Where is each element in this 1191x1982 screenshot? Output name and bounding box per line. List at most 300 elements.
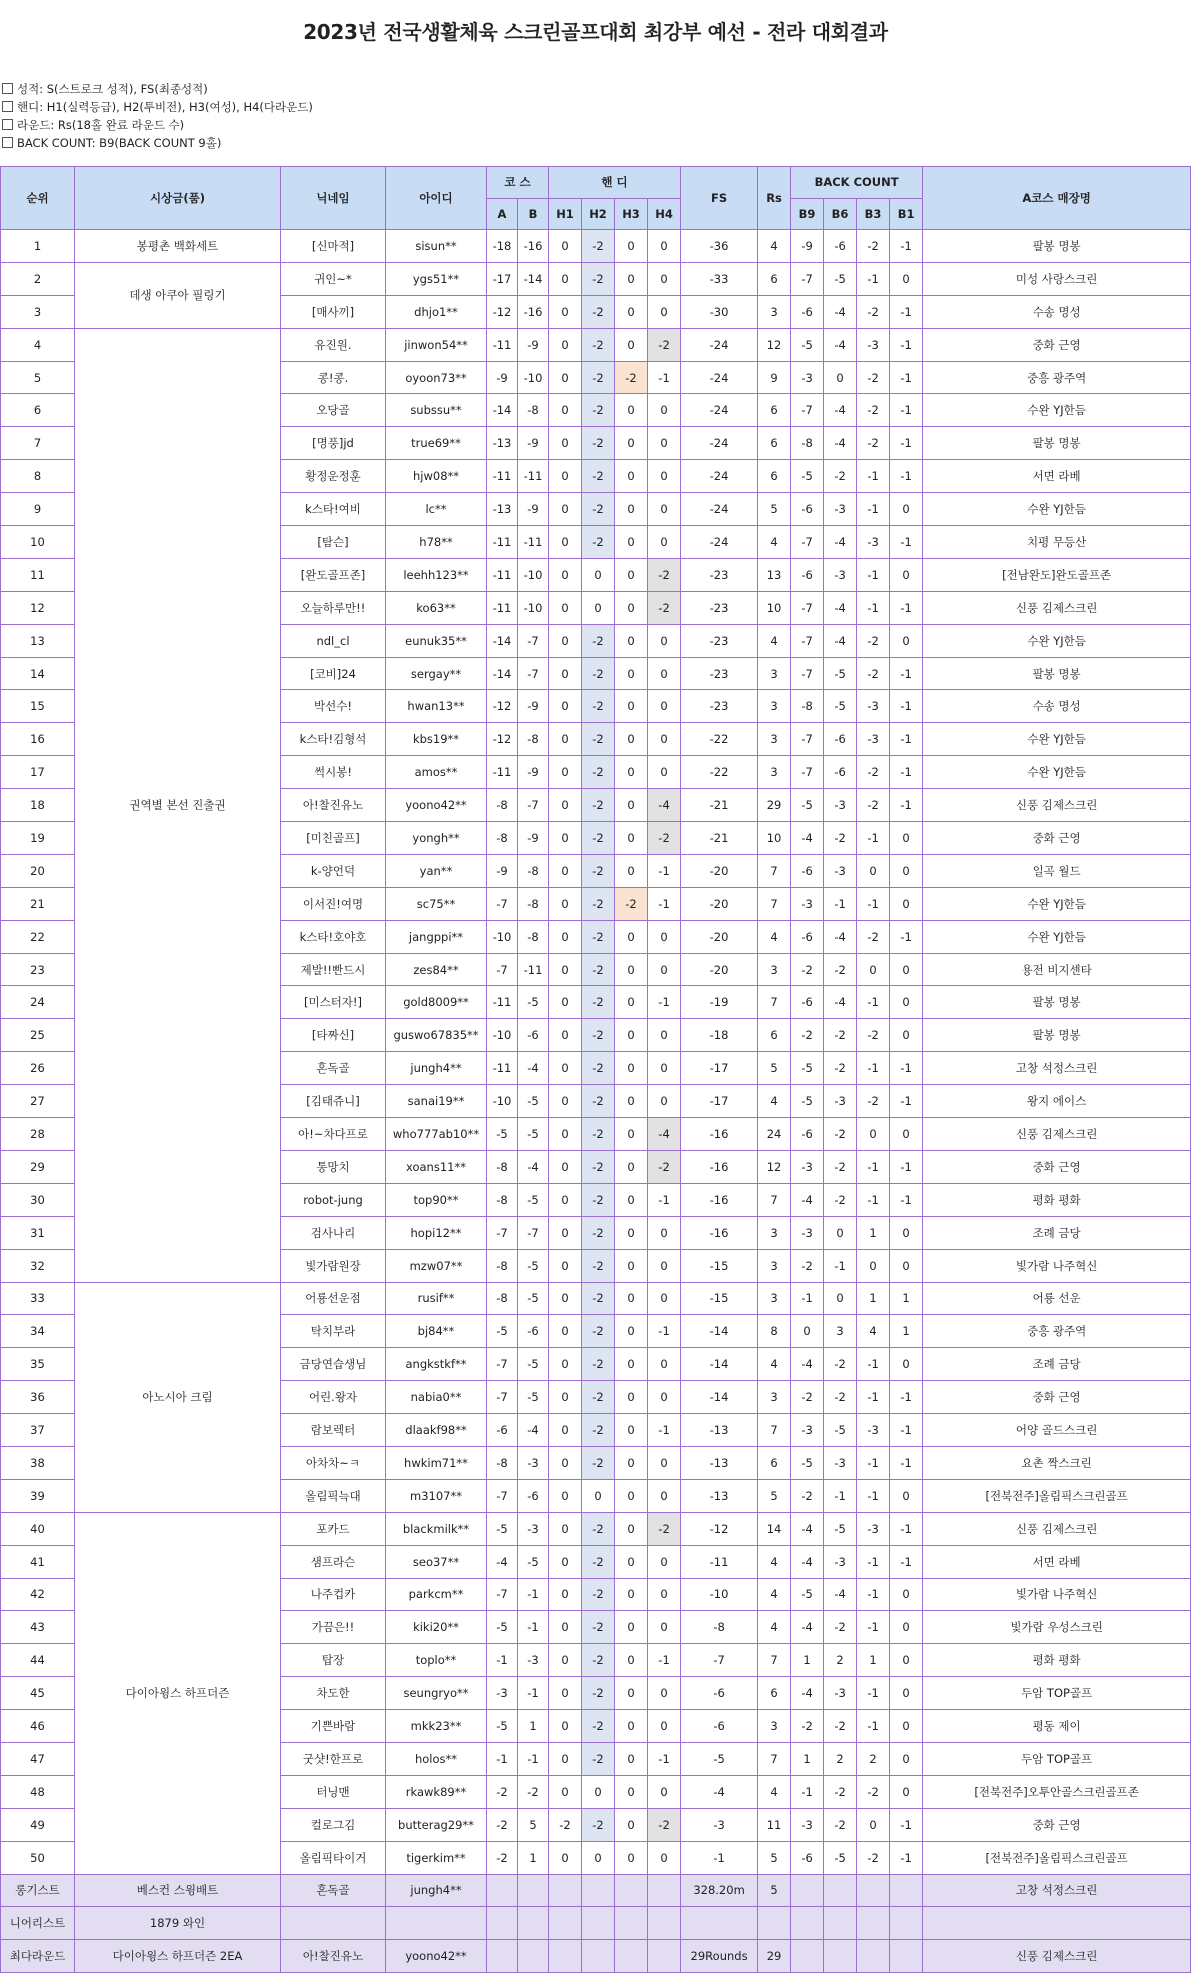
footer-id [386, 1907, 487, 1940]
cell-b: -5 [518, 1381, 549, 1414]
cell-h2: -2 [582, 1710, 615, 1743]
cell-store: 서면 라베 [923, 460, 1191, 493]
cell-b3: -2 [857, 361, 890, 394]
cell-b6: -3 [824, 1446, 857, 1479]
cell-store: 중화 근영 [923, 1150, 1191, 1183]
cell-h3: 0 [615, 427, 648, 460]
cell-h3: 0 [615, 1479, 648, 1512]
cell-h2: -2 [582, 657, 615, 690]
cell-b9: -7 [791, 591, 824, 624]
footer-row [1, 1940, 1191, 1973]
cell-rs: 3 [758, 953, 791, 986]
cell-fs: -30 [681, 295, 758, 328]
checkbox-icon [2, 83, 13, 94]
cell-b1: -1 [890, 1085, 923, 1118]
cell-fs: -16 [681, 1216, 758, 1249]
cell-b3: -1 [857, 591, 890, 624]
cell-nickname: [미스터자!] [281, 986, 386, 1019]
cell-id: holos** [386, 1742, 487, 1775]
cell-h4: 0 [648, 1446, 681, 1479]
cell-h2: -2 [582, 394, 615, 427]
cell-b3: 0 [857, 1118, 890, 1151]
cell-fs: -24 [681, 427, 758, 460]
cell-rank: 34 [1, 1315, 75, 1348]
cell-h2: -2 [582, 1183, 615, 1216]
cell-h4: 0 [648, 920, 681, 953]
cell-id: toplo** [386, 1644, 487, 1677]
cell-b3: -1 [857, 1381, 890, 1414]
cell-h1: 0 [549, 1183, 582, 1216]
footer-empty [582, 1940, 615, 1973]
cell-h1: 0 [549, 690, 582, 723]
cell-nickname: 컬로그김 [281, 1808, 386, 1841]
cell-b1: 0 [890, 1019, 923, 1052]
cell-h3: 0 [615, 1710, 648, 1743]
cell-rank: 26 [1, 1052, 75, 1085]
cell-a: -2 [487, 1775, 518, 1808]
cell-id: dlaakf98** [386, 1414, 487, 1447]
cell-h4: 0 [648, 1282, 681, 1315]
cell-b3: 0 [857, 1249, 890, 1282]
cell-store: 팔봉 명봉 [923, 427, 1191, 460]
cell-h3: 0 [615, 1381, 648, 1414]
cell-fs: -22 [681, 723, 758, 756]
cell-h3: 0 [615, 1216, 648, 1249]
cell-id: yoono42** [386, 789, 487, 822]
cell-b1: 0 [890, 262, 923, 295]
cell-b3: -1 [857, 1677, 890, 1710]
cell-h4: -1 [648, 1644, 681, 1677]
cell-a: -10 [487, 1019, 518, 1052]
cell-b9: 1 [791, 1742, 824, 1775]
cell-b6: -2 [824, 1710, 857, 1743]
cell-b6: -5 [824, 1512, 857, 1545]
cell-store: 중흥 광주역 [923, 1315, 1191, 1348]
cell-id: jangppi** [386, 920, 487, 953]
cell-h2: -2 [582, 953, 615, 986]
cell-rs: 3 [758, 1381, 791, 1414]
cell-b9: -2 [791, 1249, 824, 1282]
cell-b: -8 [518, 854, 549, 887]
cell-id: subssu** [386, 394, 487, 427]
cell-nickname: 기쁜바람 [281, 1710, 386, 1743]
cell-fs: -33 [681, 262, 758, 295]
cell-h4: 0 [648, 1249, 681, 1282]
cell-fs: -16 [681, 1150, 758, 1183]
cell-b9: -5 [791, 1578, 824, 1611]
cell-a: -5 [487, 1710, 518, 1743]
cell-nickname: 오당골 [281, 394, 386, 427]
cell-b6: -5 [824, 657, 857, 690]
cell-rs: 6 [758, 1677, 791, 1710]
footer-empty [791, 1940, 824, 1973]
cell-h2: -2 [582, 1611, 615, 1644]
cell-rank: 24 [1, 986, 75, 1019]
cell-fs: -17 [681, 1085, 758, 1118]
cell-h1: 0 [549, 1446, 582, 1479]
cell-b3: -1 [857, 1578, 890, 1611]
cell-b1: -1 [890, 789, 923, 822]
header-b9: B9 [791, 198, 824, 230]
header-h2: H2 [582, 198, 615, 230]
cell-h2: -2 [582, 986, 615, 1019]
footer-empty [648, 1940, 681, 1973]
footer-empty [518, 1940, 549, 1973]
cell-b9: 0 [791, 1315, 824, 1348]
cell-b1: 0 [890, 1479, 923, 1512]
cell-rs: 13 [758, 558, 791, 591]
cell-h2: 0 [582, 1479, 615, 1512]
cell-b6: -3 [824, 558, 857, 591]
cell-h3: 0 [615, 657, 648, 690]
cell-b1: 1 [890, 1315, 923, 1348]
cell-b3: -2 [857, 1841, 890, 1874]
cell-b: -6 [518, 1479, 549, 1512]
cell-b6: -2 [824, 1183, 857, 1216]
cell-b9: -3 [791, 361, 824, 394]
footer-empty [549, 1907, 582, 1940]
cell-b6: -6 [824, 230, 857, 263]
cell-b: -8 [518, 920, 549, 953]
cell-h2: -2 [582, 1019, 615, 1052]
cell-nickname: 귀인~* [281, 262, 386, 295]
cell-h3: 0 [615, 394, 648, 427]
cell-rank: 48 [1, 1775, 75, 1808]
cell-nickname: 샘프라슨 [281, 1545, 386, 1578]
cell-a: -14 [487, 394, 518, 427]
cell-nickname: 통망치 [281, 1150, 386, 1183]
cell-fs: -15 [681, 1282, 758, 1315]
cell-b3: -1 [857, 493, 890, 526]
cell-h3: 0 [615, 1512, 648, 1545]
cell-b9: -6 [791, 1118, 824, 1151]
cell-h1: 0 [549, 1512, 582, 1545]
cell-h2: -2 [582, 295, 615, 328]
cell-b: -3 [518, 1446, 549, 1479]
cell-h1: 0 [549, 789, 582, 822]
cell-nickname: 가끔은!! [281, 1611, 386, 1644]
cell-h3: -2 [615, 887, 648, 920]
cell-h2: -2 [582, 887, 615, 920]
cell-id: xoans11** [386, 1150, 487, 1183]
cell-b: 1 [518, 1841, 549, 1874]
cell-b: -10 [518, 361, 549, 394]
cell-b6: -2 [824, 1052, 857, 1085]
cell-fs: -6 [681, 1710, 758, 1743]
cell-id: rkawk89** [386, 1775, 487, 1808]
cell-h4: 0 [648, 1677, 681, 1710]
cell-b1: -1 [890, 756, 923, 789]
cell-b: -6 [518, 1019, 549, 1052]
cell-h1: 0 [549, 1150, 582, 1183]
cell-h4: 0 [648, 1545, 681, 1578]
cell-fs: -5 [681, 1742, 758, 1775]
cell-b1: -1 [890, 1446, 923, 1479]
cell-h4: -2 [648, 328, 681, 361]
header-store: A코스 매장명 [923, 167, 1191, 230]
cell-a: -11 [487, 558, 518, 591]
footer-id: yoono42** [386, 1940, 487, 1973]
cell-nickname: robot-jung [281, 1183, 386, 1216]
cell-rs: 6 [758, 427, 791, 460]
cell-a: -12 [487, 295, 518, 328]
cell-h4: -1 [648, 854, 681, 887]
cell-rank: 40 [1, 1512, 75, 1545]
cell-b1: 0 [890, 1677, 923, 1710]
cell-h2: -2 [582, 1578, 615, 1611]
cell-rs: 8 [758, 1315, 791, 1348]
cell-nickname: 람보렉터 [281, 1414, 386, 1447]
cell-h4: 0 [648, 756, 681, 789]
cell-rs: 4 [758, 1775, 791, 1808]
cell-rs: 4 [758, 1611, 791, 1644]
cell-store: 팔봉 명봉 [923, 230, 1191, 263]
cell-a: -2 [487, 1808, 518, 1841]
cell-b: -5 [518, 1249, 549, 1282]
footer-empty [487, 1940, 518, 1973]
cell-b3: -2 [857, 230, 890, 263]
cell-b: -9 [518, 427, 549, 460]
cell-b3: -3 [857, 1512, 890, 1545]
cell-b1: 0 [890, 558, 923, 591]
cell-rank: 39 [1, 1479, 75, 1512]
cell-b6: -5 [824, 1414, 857, 1447]
header-id: 아이디 [386, 167, 487, 230]
cell-h4: 0 [648, 262, 681, 295]
cell-a: -13 [487, 493, 518, 526]
cell-h3: 0 [615, 986, 648, 1019]
cell-id: sc75** [386, 887, 487, 920]
footer-empty [582, 1907, 615, 1940]
cell-id: gold8009** [386, 986, 487, 1019]
cell-b1: -1 [890, 1381, 923, 1414]
cell-b1: 0 [890, 986, 923, 1019]
footer-empty [824, 1940, 857, 1973]
cell-h1: -2 [549, 1808, 582, 1841]
cell-h1: 0 [549, 1545, 582, 1578]
cell-b6: -2 [824, 822, 857, 855]
cell-h3: 0 [615, 1052, 648, 1085]
cell-b1: -1 [890, 1808, 923, 1841]
table-row [1, 1282, 1191, 1315]
cell-id: hjw08** [386, 460, 487, 493]
footer-nickname: 아!찰진유노 [281, 1940, 386, 1973]
cell-b: -9 [518, 328, 549, 361]
cell-h2: -2 [582, 1677, 615, 1710]
cell-rank: 23 [1, 953, 75, 986]
cell-id: amos** [386, 756, 487, 789]
cell-b9: -3 [791, 1808, 824, 1841]
cell-h1: 0 [549, 1315, 582, 1348]
cell-nickname: 포카드 [281, 1512, 386, 1545]
cell-h2: -2 [582, 230, 615, 263]
footer-fs: 328.20m [681, 1874, 758, 1907]
cell-nickname: 황정운정훈 [281, 460, 386, 493]
cell-fs: -24 [681, 493, 758, 526]
checkbox-icon [2, 137, 13, 148]
cell-b9: -7 [791, 526, 824, 559]
cell-id: true69** [386, 427, 487, 460]
cell-store: 신풍 김제스크린 [923, 789, 1191, 822]
cell-store: 요촌 짝스크린 [923, 1446, 1191, 1479]
cell-b1: -1 [890, 1512, 923, 1545]
cell-nickname: 굿샷!한프로 [281, 1742, 386, 1775]
cell-b1: 0 [890, 1775, 923, 1808]
cell-b1: 0 [890, 1118, 923, 1151]
cell-fs: -15 [681, 1249, 758, 1282]
cell-b3: 1 [857, 1216, 890, 1249]
cell-rs: 7 [758, 986, 791, 1019]
cell-b: -16 [518, 230, 549, 263]
cell-h4: -1 [648, 1414, 681, 1447]
cell-rs: 3 [758, 295, 791, 328]
cell-id: angkstkf** [386, 1348, 487, 1381]
cell-h1: 0 [549, 1677, 582, 1710]
header-prize: 시상금(품) [75, 167, 281, 230]
cell-rs: 7 [758, 1414, 791, 1447]
cell-store: 중흥 광주역 [923, 361, 1191, 394]
cell-rank: 7 [1, 427, 75, 460]
cell-h2: -2 [582, 1446, 615, 1479]
cell-a: -4 [487, 1545, 518, 1578]
cell-rank: 50 [1, 1841, 75, 1874]
cell-h1: 0 [549, 1085, 582, 1118]
cell-h1: 0 [549, 756, 582, 789]
cell-id: seungryo** [386, 1677, 487, 1710]
cell-nickname: [코비]24 [281, 657, 386, 690]
cell-b9: -2 [791, 1479, 824, 1512]
cell-id: ygs51** [386, 262, 487, 295]
cell-b9: -2 [791, 1019, 824, 1052]
cell-b6: -2 [824, 1348, 857, 1381]
cell-h1: 0 [549, 1578, 582, 1611]
cell-b1: 0 [890, 953, 923, 986]
cell-h4: -2 [648, 1808, 681, 1841]
cell-h4: 0 [648, 1841, 681, 1874]
cell-b9: -8 [791, 690, 824, 723]
cell-rank: 37 [1, 1414, 75, 1447]
cell-b3: -2 [857, 789, 890, 822]
cell-h1: 0 [549, 558, 582, 591]
cell-id: oyoon73** [386, 361, 487, 394]
cell-rank: 15 [1, 690, 75, 723]
cell-id: leehh123** [386, 558, 487, 591]
cell-b3: -3 [857, 526, 890, 559]
cell-store: [전북전주]오투안골스크린골프존 [923, 1775, 1191, 1808]
cell-h4: -1 [648, 1742, 681, 1775]
cell-b9: -5 [791, 1052, 824, 1085]
cell-b6: -2 [824, 460, 857, 493]
cell-h3: 0 [615, 558, 648, 591]
cell-h1: 0 [549, 230, 582, 263]
cell-rs: 7 [758, 1183, 791, 1216]
cell-h3: 0 [615, 1446, 648, 1479]
cell-h2: -2 [582, 822, 615, 855]
cell-rank: 2 [1, 262, 75, 295]
cell-b: -1 [518, 1611, 549, 1644]
cell-rs: 4 [758, 624, 791, 657]
header-b: B [518, 198, 549, 230]
cell-h4: -2 [648, 1150, 681, 1183]
cell-b1: -1 [890, 394, 923, 427]
cell-b3: -2 [857, 920, 890, 953]
cell-h3: 0 [615, 1677, 648, 1710]
cell-id: parkcm** [386, 1578, 487, 1611]
cell-h4: 0 [648, 624, 681, 657]
cell-a: -7 [487, 953, 518, 986]
cell-b: -10 [518, 558, 549, 591]
cell-h4: 0 [648, 690, 681, 723]
cell-rs: 10 [758, 591, 791, 624]
cell-h3: 0 [615, 295, 648, 328]
cell-b: -5 [518, 1282, 549, 1315]
cell-h3: 0 [615, 1644, 648, 1677]
cell-store: 수완 YJ한듬 [923, 493, 1191, 526]
footer-empty [549, 1940, 582, 1973]
cell-h1: 0 [549, 657, 582, 690]
cell-b: -4 [518, 1052, 549, 1085]
cell-h2: -2 [582, 1118, 615, 1151]
cell-b: -1 [518, 1578, 549, 1611]
cell-rank: 47 [1, 1742, 75, 1775]
cell-b9: -4 [791, 1545, 824, 1578]
cell-id: hwkim71** [386, 1446, 487, 1479]
cell-b6: 0 [824, 1216, 857, 1249]
cell-store: [전북전주]올림픽스크린골프 [923, 1841, 1191, 1874]
cell-b: -3 [518, 1512, 549, 1545]
cell-b9: -5 [791, 789, 824, 822]
cell-store: 빛가람 나주혁신 [923, 1578, 1191, 1611]
cell-store: 팔봉 명봉 [923, 1019, 1191, 1052]
cell-b1: -1 [890, 920, 923, 953]
cell-b6: -3 [824, 789, 857, 822]
cell-b6: -4 [824, 624, 857, 657]
cell-b1: 0 [890, 493, 923, 526]
cell-h2: -2 [582, 1282, 615, 1315]
cell-id: sergay** [386, 657, 487, 690]
cell-a: -11 [487, 986, 518, 1019]
cell-b3: 0 [857, 854, 890, 887]
cell-h2: -2 [582, 1216, 615, 1249]
cell-a: -8 [487, 1446, 518, 1479]
cell-b3: -2 [857, 427, 890, 460]
cell-h3: 0 [615, 1841, 648, 1874]
cell-nickname: 터닝맨 [281, 1775, 386, 1808]
cell-b: -5 [518, 1183, 549, 1216]
cell-rank: 30 [1, 1183, 75, 1216]
header-rs: Rs [758, 167, 791, 230]
cell-b1: 0 [890, 1644, 923, 1677]
cell-fs: -24 [681, 526, 758, 559]
cell-h2: -2 [582, 624, 615, 657]
cell-b: -8 [518, 394, 549, 427]
cell-h1: 0 [549, 822, 582, 855]
cell-a: -17 [487, 262, 518, 295]
note-handicap [2, 98, 313, 116]
cell-h3: 0 [615, 1282, 648, 1315]
cell-id: seo37** [386, 1545, 487, 1578]
cell-fs: -12 [681, 1512, 758, 1545]
cell-b9: -6 [791, 854, 824, 887]
cell-h4: 0 [648, 1381, 681, 1414]
cell-b3: 2 [857, 1742, 890, 1775]
cell-h1: 0 [549, 624, 582, 657]
cell-h2: -2 [582, 1315, 615, 1348]
cell-nickname: k스타!김형석 [281, 723, 386, 756]
cell-fs: -19 [681, 986, 758, 1019]
cell-b6: -4 [824, 295, 857, 328]
cell-a: -12 [487, 723, 518, 756]
